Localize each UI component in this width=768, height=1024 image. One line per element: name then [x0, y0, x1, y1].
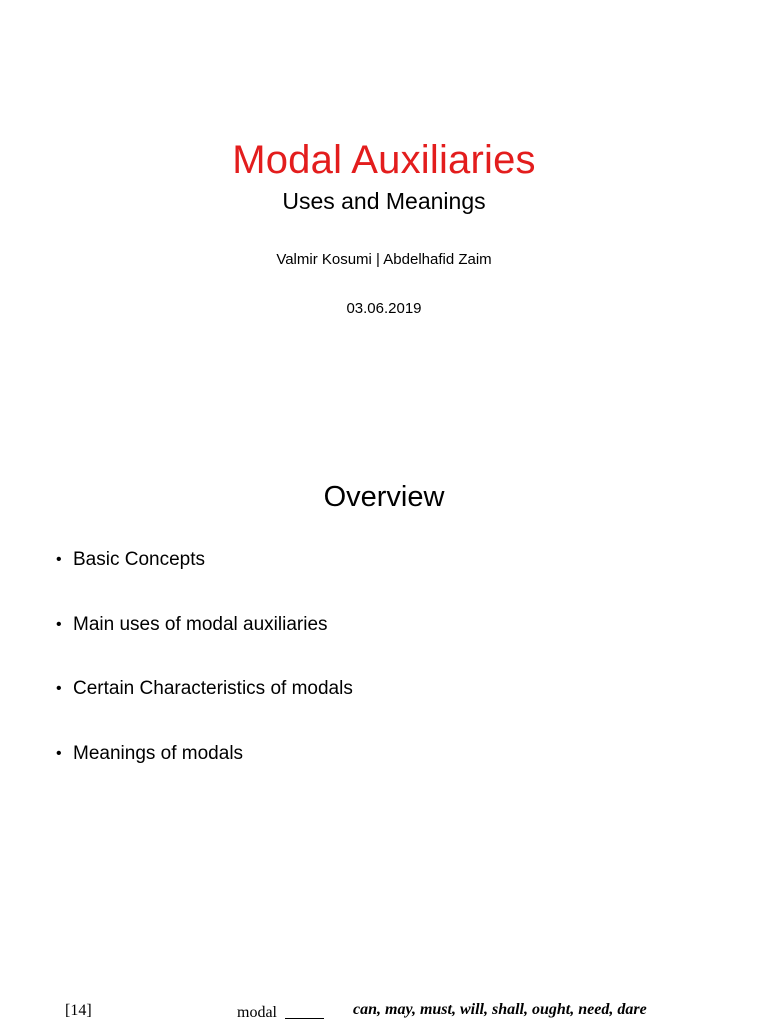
bullet-item-basic-concepts	[56, 548, 353, 613]
partial-slide	[0, 970, 768, 1024]
connector-line	[285, 1018, 324, 1019]
bullet-text: Certain Characteristics of modals	[73, 678, 353, 699]
title-slide	[0, 0, 768, 440]
overview-slide	[0, 440, 768, 970]
bullet-item-main-uses	[56, 613, 353, 678]
bullet-item-meanings	[56, 742, 353, 807]
overview-bullet-list	[56, 548, 353, 806]
authors-line: Valmir Kosumi | Abdelhafid Zaim	[276, 251, 492, 268]
bullet-item-characteristics	[56, 677, 353, 742]
presentation-date: 03.06.2019	[346, 300, 422, 317]
overview-heading: Overview	[323, 481, 445, 513]
bullet-dot-icon: •	[56, 551, 62, 568]
modal-verb-list: can, may, must, will, shall, ought, need, dare	[353, 1001, 647, 1018]
bullet-dot-icon: •	[56, 744, 62, 762]
bullet-dot-icon: •	[56, 680, 62, 697]
bullet-text: Main uses of modal auxiliaries	[73, 613, 328, 635]
modal-label: modal	[237, 1004, 277, 1021]
bullet-text: Basic Concepts	[73, 549, 206, 570]
bullet-text: Meanings of modals	[73, 742, 244, 764]
reference-number: [14]	[65, 1002, 92, 1019]
bullet-dot-icon: •	[56, 615, 62, 633]
slide-title: Modal Auxiliaries	[232, 138, 536, 182]
slide-subtitle: Uses and Meanings	[282, 188, 486, 214]
